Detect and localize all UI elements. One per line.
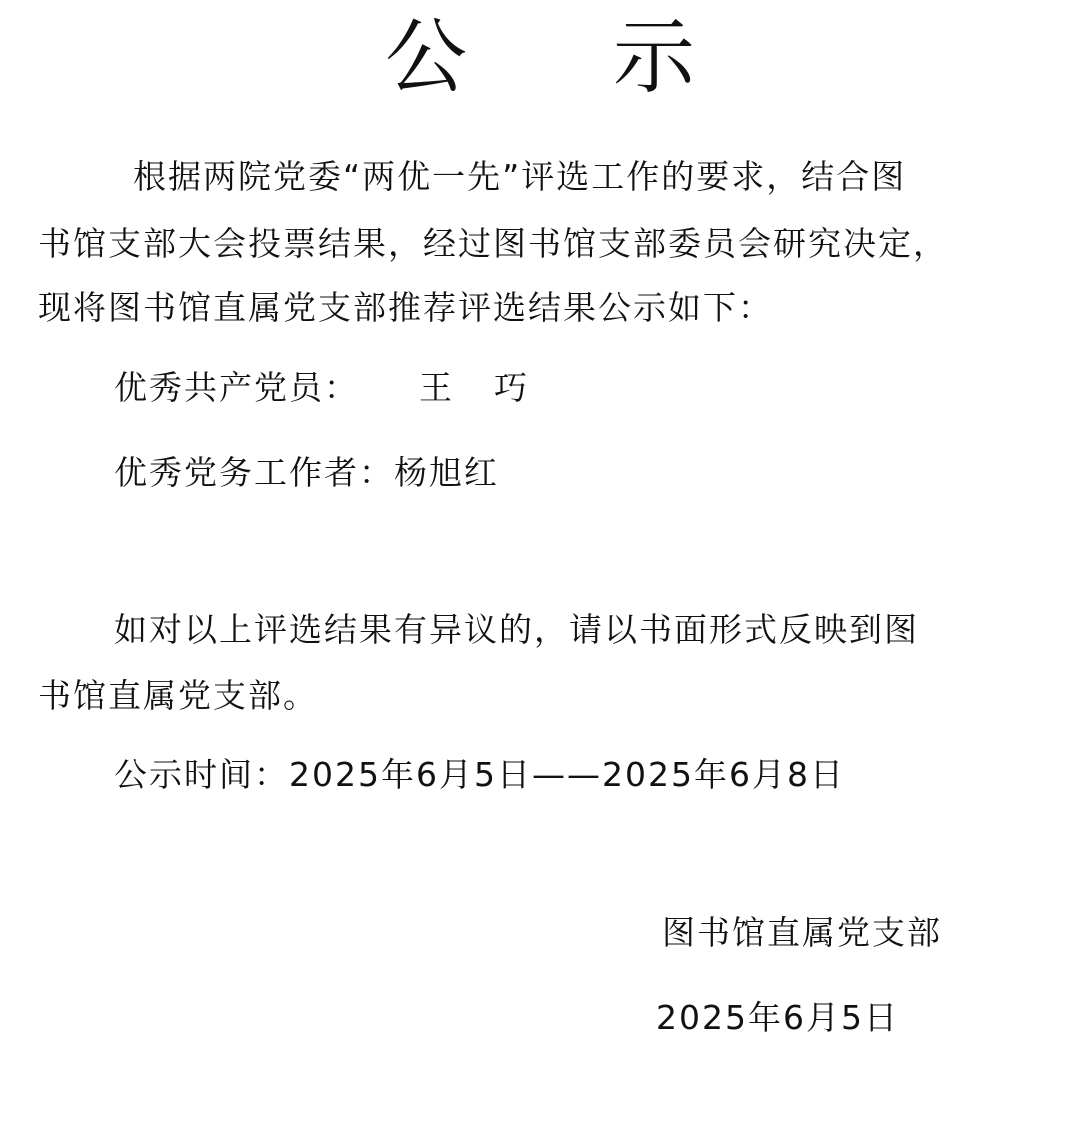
body-line-3: 现将图书馆直属党支部推荐评选结果公示如下： xyxy=(38,288,773,327)
signature-date: 2025年6月5日 xyxy=(656,998,899,1037)
body-line-2: 书馆支部大会投票结果，经过图书馆支部委员会研究决定， xyxy=(38,224,948,263)
notice-period: 公示时间：2025年6月5日——2025年6月8日 xyxy=(114,755,845,794)
award-member-label: 优秀共产党员： xyxy=(114,368,359,407)
objection-line-2: 书馆直属党支部。 xyxy=(38,676,318,715)
award-member-row xyxy=(114,368,529,408)
award-member-name-part-2: 巧 xyxy=(494,368,529,407)
award-worker-label: 优秀党务工作者： xyxy=(114,453,394,492)
signature-org: 图书馆直属党支部 xyxy=(662,913,942,952)
notice-title: 公 示 xyxy=(384,10,756,105)
objection-line-1: 如对以上评选结果有异议的，请以书面形式反映到图 xyxy=(114,610,919,649)
award-worker-row xyxy=(114,453,499,493)
award-member-name-part-1: 王 xyxy=(419,368,454,407)
body-line-1: 根据两院党委“两优一先”评选工作的要求，结合图 xyxy=(133,157,907,196)
award-worker-name: 杨旭红 xyxy=(394,453,499,492)
